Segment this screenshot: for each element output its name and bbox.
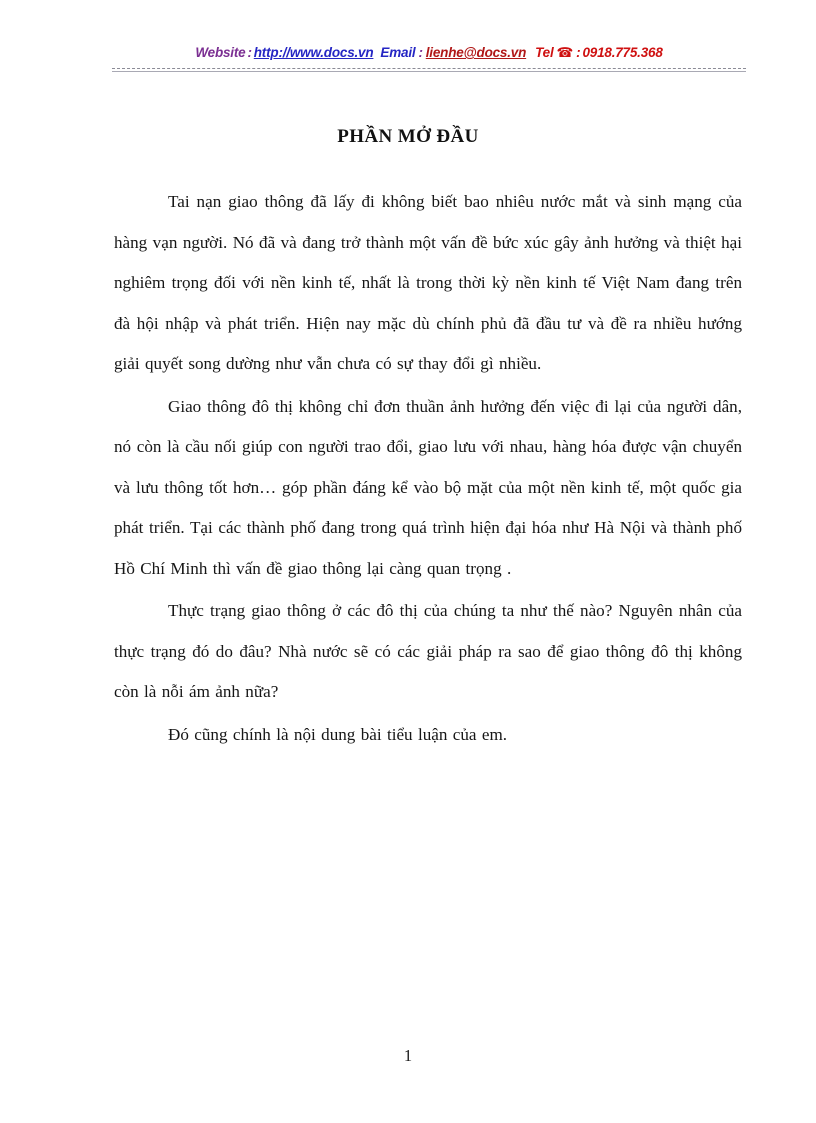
page-number: 1 (403, 1046, 413, 1065)
paragraph: Đó cũng chính là nội dung bài tiểu luận của em. (168, 724, 508, 744)
header-divider-solid (112, 71, 746, 72)
header-separator-3: : (576, 45, 581, 60)
header-tel-label: Tel (535, 45, 554, 60)
paragraph: Giao thông đô thị không chỉ đơn thuần ảnh hưởng đến việc đi lại của người dân, nó còn là cầu nối giúp con người trao đổi, giao lưu với nhau, hàng hóa được vận chuyển và lưu thông tốt hơn… góp phần đáng kể vào bộ mặt của một nền kinh tế, một quốc gia phát triển. Tại các thành phố đang trong quá trình hiện đại hóa như Hà Nội và thành phố Hồ Chí Minh thì vấn đề giao thông lại càng quan trọng . (114, 396, 742, 578)
header-separator-1: : (247, 45, 252, 60)
header-email-label: Email (380, 45, 416, 60)
header-divider-dashed (112, 68, 746, 69)
header-website-url[interactable]: http://www.docs.vn (253, 45, 374, 60)
telephone-icon: ☎ (556, 45, 574, 60)
document-body (114, 182, 742, 757)
paragraph: Thực trạng giao thông ở các đô thị của chúng ta như thế nào? Nguyên nhân của thực trạng đó do đâu? Nhà nước sẽ có các giải pháp ra sao để giao thông đô thị không còn là nỗi ám ảnh nữa? (114, 601, 742, 701)
page-title: PHẦN MỞ ĐẦU (337, 126, 479, 147)
header-phone-number: 0918.775.368 (582, 45, 663, 60)
document-header-banner (112, 44, 746, 62)
paragraph: Tai nạn giao thông đã lấy đi không biết bao nhiêu nước mắt và sinh mạng của hàng vạn người. Nó đã và đang trở thành một vấn đề bức xúc gây ảnh hưởng và thiệt hại nghiêm trọng đối với nền kinh tế, nhất là trong thời kỳ nền kinh tế Việt Nam đang trên đà hội nhập và phát triển. Hiện nay mặc dù chính phủ đã đầu tư và đề ra nhiều hướng giải quyết song dường như vẫn chưa có sự thay đổi gì nhiều. (114, 192, 742, 373)
header-website-label: Website (195, 45, 246, 60)
header-email-address[interactable]: lienhe@docs.vn (425, 45, 527, 60)
header-separator-2: : (418, 45, 423, 60)
